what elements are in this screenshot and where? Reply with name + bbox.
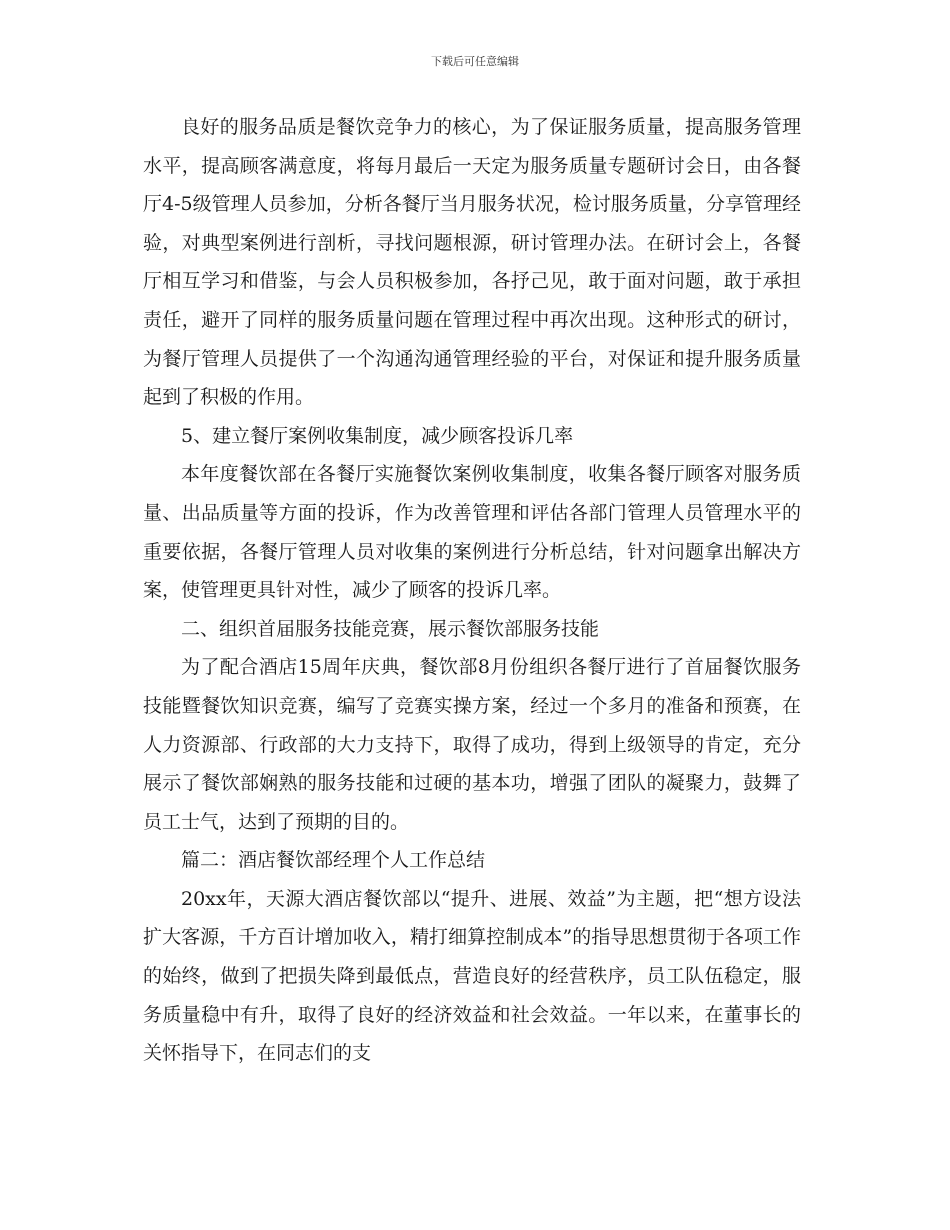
paragraph-case-collection: 本年度餐饮部在各餐厅实施餐饮案例收集制度，收集各餐厅顾客对服务质量、出品质量等方面的投诉，作为改善管理和评估各部门管理人员管理水平的重要依据，各餐厅管理人员对收集的案例进行分析总结，针对问题拿出解决方案，使管理更具针对性，减少了顾客的投诉几率。 [143,463,801,602]
page-header: 下载后可任意编辑 [431,55,519,68]
section-heading-skill-competition: 二、组织首届服务技能竞赛，展示餐饮部服务技能 [181,617,600,640]
paragraph-service-quality: 良好的服务品质是餐饮竞争力的核心，为了保证服务质量，提高服务管理水平，提高顾客满意度，将每月最后一天定为服务质量专题研讨会日，由各餐厅4-5级管理人员参加，分析各餐厅当月服务状况，检讨服务质量，分享管理经验，对典型案例进行剖析，寻找问题根源，研讨管理办法。在研讨会上，各餐厅相互学习和借鉴，与会人员积极参加，各抒己见，敢于面对问题，敢于承担责任，避开了同样的服务质量问题在管理过程中再次出现。这种形式的研讨，为餐厅管理人员提供了一个沟通沟通管理经验的平台，对保证和提升服务质量起到了积极的作用。 [143,116,801,409]
paragraph-part-two-intro: 20xx年，天源大酒店餐饮部以“提升、进展、效益”为主题，把“想方设法扩大客源，千方百计增加收入，精打细算控制成本”的指导思想贯彻于各项工作的始终，做到了把损失降到最低点，营造良好的经营秩序，员工队伍稳定，服务质量稳中有升，取得了良好的经济效益和社会效益。一年以来，在董事长的关怀指导下，在同志们的支 [143,887,801,1065]
document-body [143,108,801,1073]
section-heading-case-collection: 5、建立餐厅案例收集制度，减少顾客投诉几率 [181,424,574,447]
section-heading-part-two: 篇二：酒店餐饮部经理个人工作总结 [181,849,486,872]
paragraph-skill-competition: 为了配合酒店15周年庆典，餐饮部8月份组织各餐厅进行了首届餐饮服务技能暨餐饮知识竞赛，编写了竞赛实操方案，经过一个多月的准备和预赛，在人力资源部、行政部的大力支持下，取得了成功，得到上级领导的肯定，充分展示了餐饮部娴熟的服务技能和过硬的基本功，增强了团队的凝聚力，鼓舞了员工士气，达到了预期的目的。 [143,656,801,833]
